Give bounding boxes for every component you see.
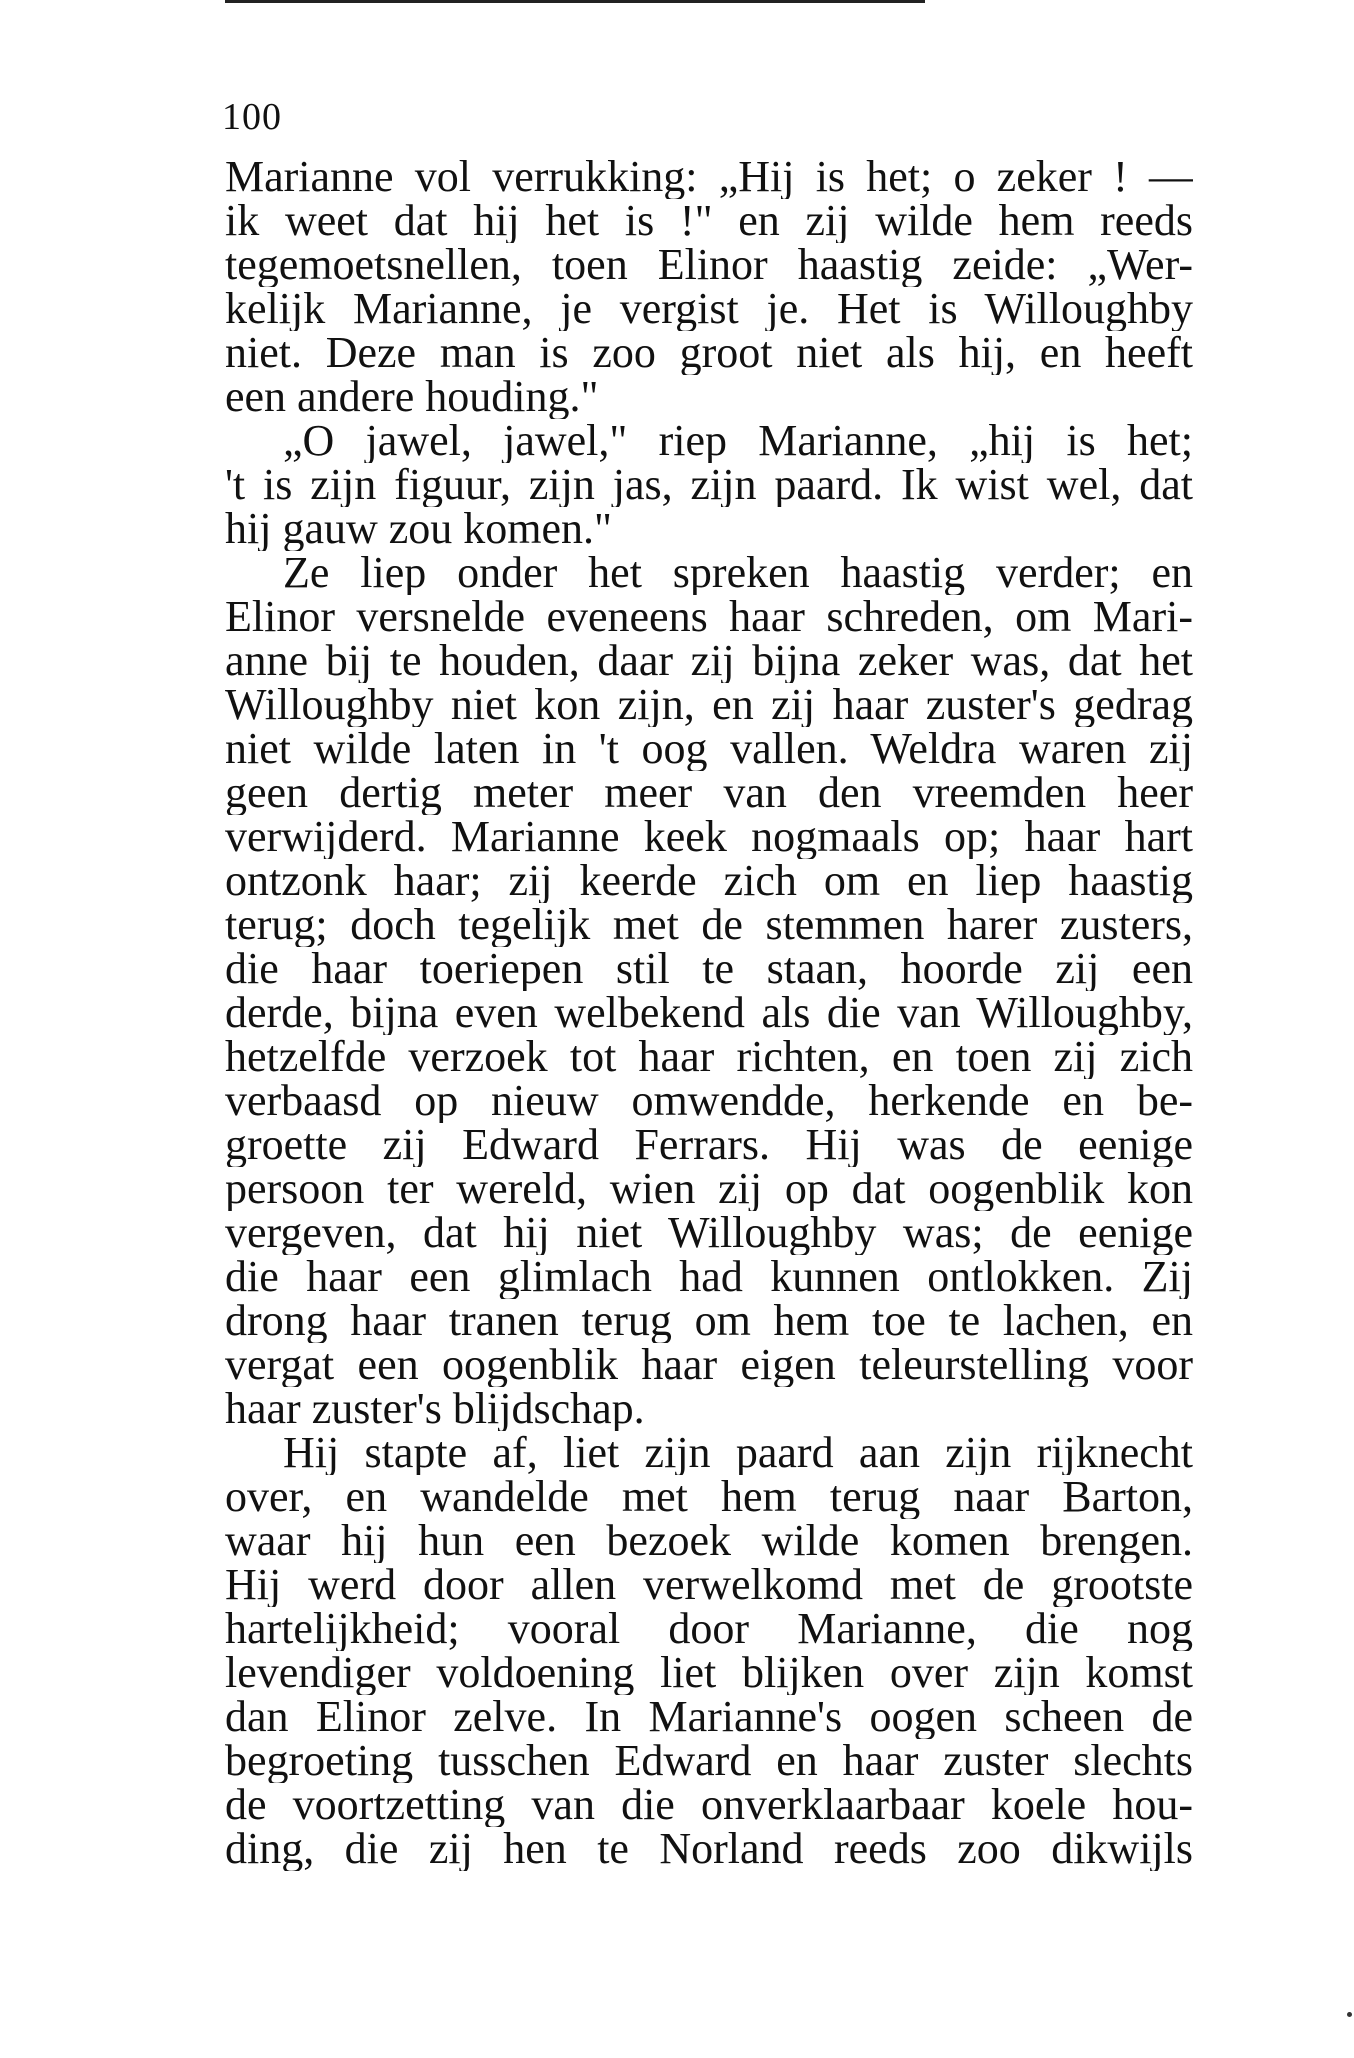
text-line: vergeven, dat hij niet Willoughby was; de eenige <box>225 1211 1193 1255</box>
text-line: verwijderd. Marianne keek nogmaals op; haar hart <box>225 815 1193 859</box>
text-line: een andere houding." <box>225 375 599 419</box>
paragraph <box>225 551 1193 1431</box>
text-line: ontzonk haar; zij keerde zich om en liep haastig <box>225 859 1193 903</box>
text-line: de voortzetting van die onverklaarbaar koele hou- <box>225 1783 1193 1827</box>
text-line: dan Elinor zelve. In Marianne's oogen scheen de <box>225 1695 1193 1739</box>
text-line: die haar een glimlach had kunnen ontlokken. Zij <box>225 1255 1193 1299</box>
text-line: hartelijkheid; vooral door Marianne, die nog <box>225 1607 1193 1651</box>
text-line: ik weet dat hij het is !" en zij wilde hem reeds <box>225 199 1193 243</box>
text-line: begroeting tusschen Edward en haar zuster slechts <box>225 1739 1193 1783</box>
text-line: terug; doch tegelijk met de stemmen harer zusters, <box>225 903 1193 947</box>
text-line: tegemoetsnellen, toen Elinor haastig zeide: „Wer- <box>225 243 1193 287</box>
text-line: Ze liep onder het spreken haastig verder; en <box>283 551 1193 595</box>
text-line: waar hij hun een bezoek wilde komen brengen. <box>225 1519 1193 1563</box>
body-text <box>225 155 1193 1871</box>
text-line: geen dertig meter meer van den vreemden heer <box>225 771 1193 815</box>
paragraph <box>225 155 1193 419</box>
text-line: anne bij te houden, daar zij bijna zeker was, dat het <box>225 639 1193 683</box>
text-line: niet wilde laten in 't oog vallen. Weldra waren zij <box>225 727 1193 771</box>
text-line: Marianne vol verrukking: „Hij is het; o zeker ! — <box>225 155 1193 199</box>
text-line: Willoughby niet kon zijn, en zij haar zuster's gedrag <box>225 683 1193 727</box>
text-line: Hij werd door allen verwelkomd met de grootste <box>225 1563 1193 1607</box>
text-line: derde, bijna even welbekend als die van Willoughby, <box>225 991 1193 1035</box>
text-line: hetzelfde verzoek tot haar richten, en toen zij zich <box>225 1035 1193 1079</box>
text-line: kelijk Marianne, je vergist je. Het is Willoughby <box>225 287 1193 331</box>
top-rule <box>225 0 925 3</box>
text-line: die haar toeriepen stil te staan, hoorde zij een <box>225 947 1193 991</box>
page-number: 100 <box>222 96 282 138</box>
text-line: ding, die zij hen te Norland reeds zoo dikwijls <box>225 1827 1193 1871</box>
text-line: hij gauw zou komen." <box>225 507 612 551</box>
paragraph <box>225 419 1193 551</box>
text-line: vergat een oogenblik haar eigen teleurstelling voor <box>225 1343 1193 1387</box>
text-line: niet. Deze man is zoo groot niet als hij, en heeft <box>225 331 1193 375</box>
text-line: levendiger voldoening liet blijken over zijn komst <box>225 1651 1193 1695</box>
text-line: Elinor versnelde eveneens haar schreden, om Mari- <box>225 595 1193 639</box>
print-speck <box>1347 2012 1352 2017</box>
text-line: drong haar tranen terug om hem toe te lachen, en <box>225 1299 1193 1343</box>
text-line: haar zuster's blijdschap. <box>225 1387 645 1431</box>
text-line: persoon ter wereld, wien zij op dat oogenblik kon <box>225 1167 1193 1211</box>
text-line: 't is zijn figuur, zijn jas, zijn paard. Ik wist wel, dat <box>225 463 1193 507</box>
text-line: groette zij Edward Ferrars. Hij was de eenige <box>225 1123 1193 1167</box>
text-line: „O jawel, jawel," riep Marianne, „hij is het; <box>283 419 1193 463</box>
text-line: verbaasd op nieuw omwendde, herkende en be- <box>225 1079 1193 1123</box>
text-line: Hij stapte af, liet zijn paard aan zijn rijknecht <box>283 1431 1193 1475</box>
text-line: over, en wandelde met hem terug naar Barton, <box>225 1475 1193 1519</box>
paragraph <box>225 1431 1193 1871</box>
